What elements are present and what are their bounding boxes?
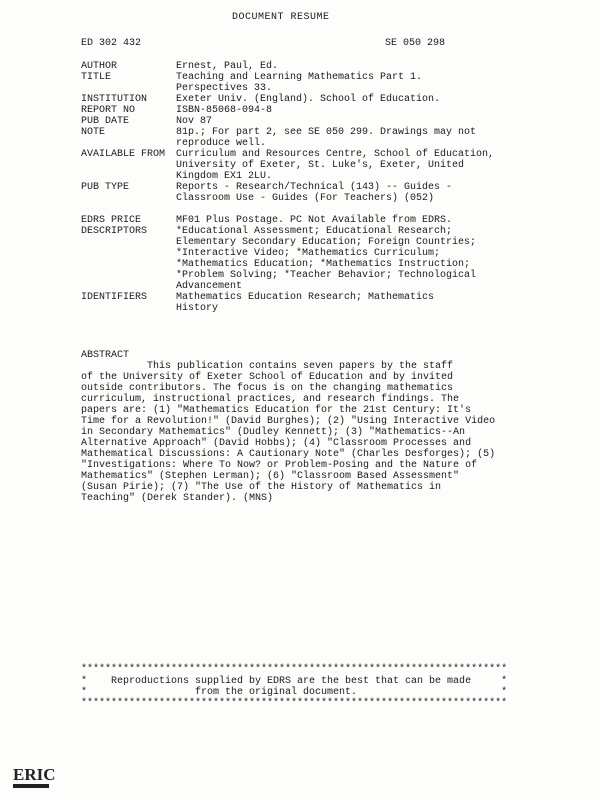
field-label: TITLE	[81, 72, 112, 83]
document-title: DOCUMENT RESUME	[232, 12, 330, 23]
field-title	[81, 72, 561, 94]
field-value-line: History	[176, 303, 219, 314]
abstract-line: Time for a Revolution!" (David Burghes); (2) "Using Interactive Video	[81, 416, 496, 427]
field-label: INSTITUTION	[81, 94, 148, 105]
abstract-line: Mathematical Discussions: A Cautionary Note" (Charles Desforges); (5)	[81, 449, 496, 460]
footer-border-bottom: ***********************************************************************	[81, 698, 508, 709]
abstract-line: Mathematics" (Stephen Lerman); (6) "Classroom Based Assessment"	[81, 471, 460, 482]
field-note	[81, 127, 561, 149]
field-value-line: Exeter Univ. (England). School of Education.	[176, 94, 441, 105]
field-value-line: *Educational Assessment; Educational Research;	[176, 226, 453, 237]
field-institution	[81, 94, 561, 105]
ed-number: ED 302 432	[81, 38, 142, 49]
field-label: NOTE	[81, 127, 106, 138]
field-label: AUTHOR	[81, 61, 118, 72]
field-value	[176, 215, 561, 226]
field-value	[176, 292, 561, 314]
se-number: SE 050 298	[385, 38, 446, 49]
field-label: PUB DATE	[81, 116, 130, 127]
field-value	[176, 226, 561, 292]
footer-border-top: ***********************************************************************	[81, 664, 508, 675]
field-label: DESCRIPTORS	[81, 226, 148, 237]
field-pub-date	[81, 116, 561, 127]
abstract-line: papers are: (1) "Mathematics Education for the 21st Century: It's	[81, 405, 472, 416]
field-value-line: 81p.; For part 2, see SE 050 299. Drawings may not	[176, 127, 477, 138]
field-label: REPORT NO	[81, 105, 136, 116]
abstract-line: This publication contains seven papers by the staff	[81, 361, 454, 372]
field-pub-type	[81, 182, 561, 204]
field-value	[176, 149, 561, 182]
abstract-line: of the University of Exeter School of Education and by invited	[81, 372, 454, 383]
field-value	[176, 105, 561, 116]
field-value-line: Perspectives 33.	[176, 83, 273, 94]
field-value-line: Mathematics Education Research; Mathematics	[176, 292, 435, 303]
field-value	[176, 127, 561, 149]
field-value-line: University of Exeter, St. Luke's, Exeter, United	[176, 160, 465, 171]
field-value-line: *Mathematics Education; *Mathematics Instruction;	[176, 259, 471, 270]
field-value-line: reproduce well.	[176, 138, 267, 149]
eric-logo-text: ERIC	[13, 765, 56, 784]
field-value-line: Ernest, Paul, Ed.	[176, 61, 279, 72]
metadata-fields	[81, 61, 561, 314]
abstract-line: Teaching" (Derek Stander). (MNS)	[81, 493, 274, 504]
field-label: AVAILABLE FROM	[81, 149, 166, 160]
field-value-line: Advancement	[176, 281, 243, 292]
field-value-line: Reports - Research/Technical (143) -- Guides -	[176, 182, 453, 193]
field-value-line: Kingdom EX1 2LU.	[176, 171, 273, 182]
field-value-line: Elementary Secondary Education; Foreign Countries;	[176, 237, 477, 248]
abstract-line: "Investigations: Where To Now? or Problem-Posing and the Nature of	[81, 460, 478, 471]
field-value-line: ISBN-85068-094-8	[176, 105, 273, 116]
field-value-line: Teaching and Learning Mathematics Part 1.	[176, 72, 423, 83]
field-value	[176, 94, 561, 105]
field-edrs-price	[81, 215, 561, 226]
field-value-line: Classroom Use - Guides (For Teachers) (052)	[176, 193, 435, 204]
abstract-heading: ABSTRACT	[81, 350, 130, 361]
footer-reproduction-line: * Reproductions supplied by EDRS are the best that can be made *	[81, 676, 508, 687]
field-value-line: *Interactive Video; *Mathematics Curriculum;	[176, 248, 441, 259]
field-descriptors	[81, 226, 561, 292]
field-label: IDENTIFIERS	[81, 292, 148, 303]
field-value	[176, 72, 561, 94]
field-value	[176, 61, 561, 72]
field-label: EDRS PRICE	[81, 215, 142, 226]
abstract-line: in Secondary Mathematics" (Dudley Kennett); (3) "Mathematics--An	[81, 427, 466, 438]
field-value-line: Nov 87	[176, 116, 213, 127]
eric-logo	[12, 752, 56, 792]
abstract-line: curriculum, instructional practices, and research findings. The	[81, 394, 460, 405]
field-identifiers	[81, 292, 561, 314]
abstract-body	[81, 361, 495, 504]
field-value	[176, 116, 561, 127]
abstract-line: outside contributors. The focus is on the changing mathematics	[81, 383, 454, 394]
abstract-line: Alternative Approach" (David Hobbs); (4) "Classroom Processes and	[81, 438, 472, 449]
field-label: PUB TYPE	[81, 182, 130, 193]
field-available-from	[81, 149, 561, 182]
field-value	[176, 182, 561, 204]
field-report-no	[81, 105, 561, 116]
field-author	[81, 61, 561, 72]
field-value-line: Curriculum and Resources Centre, School of Education,	[176, 149, 495, 160]
footer-original-line: * from the original document. *	[81, 687, 508, 698]
abstract-line: (Susan Pirie); (7) "The Use of the History of Mathematics in	[81, 482, 442, 493]
field-value-line: *Problem Solving; *Teacher Behavior; Technological	[176, 270, 477, 281]
field-value-line: MF01 Plus Postage. PC Not Available from EDRS.	[176, 215, 453, 226]
